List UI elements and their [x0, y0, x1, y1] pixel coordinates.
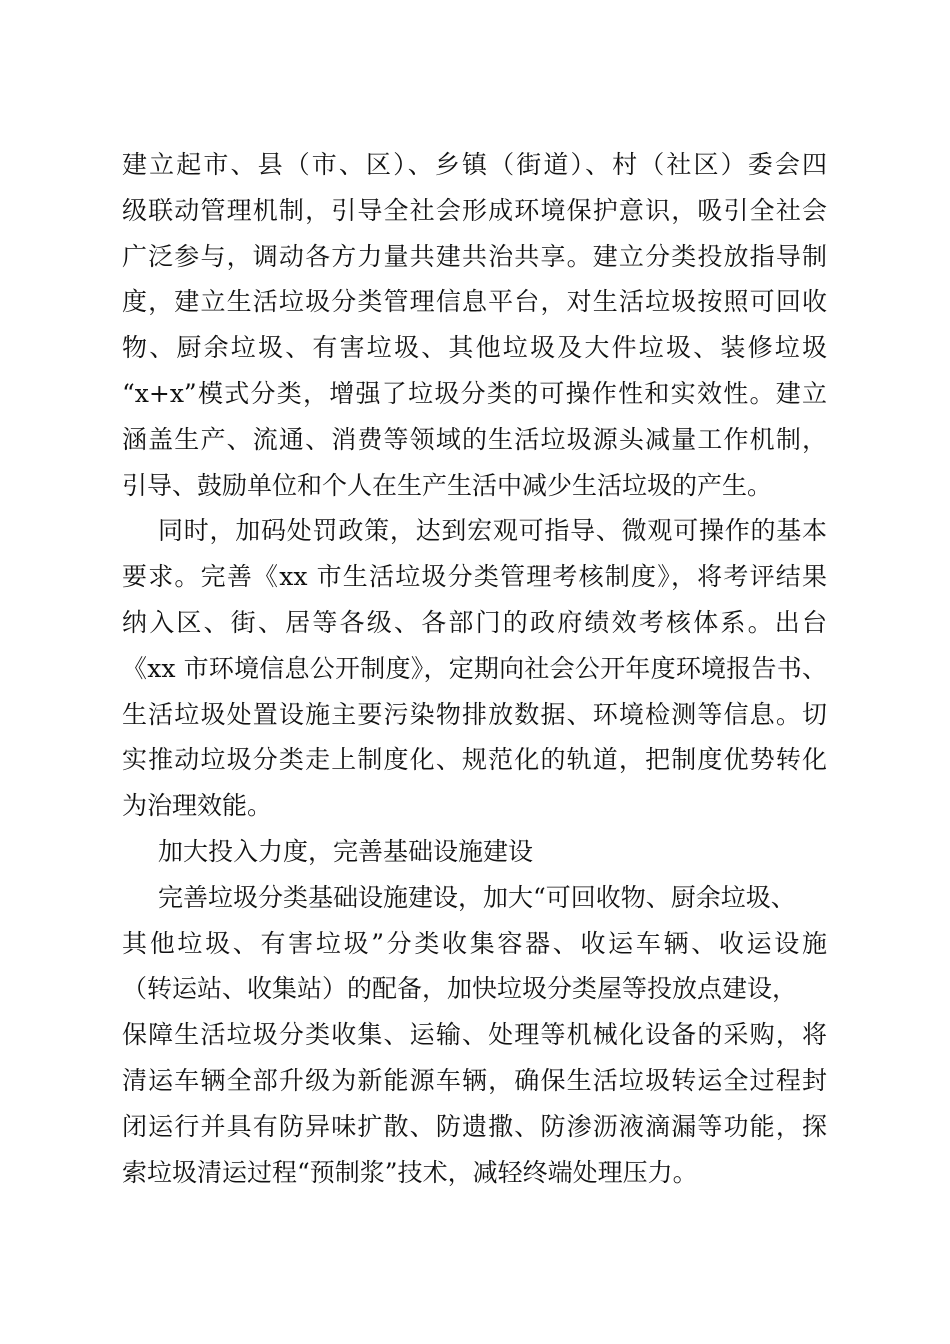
- text-line: 建立起市、县（市、区）、乡镇（街道）、村（社区）委会四: [122, 150, 827, 179]
- text-line: 引导、鼓励单位和个人在生产生活中减少生活垃圾的产生。: [122, 470, 773, 500]
- text-line: 保障生活垃圾分类收集、运输、处理等机械化设备的采购，将: [122, 1020, 827, 1050]
- text-line: 为治理效能。: [122, 791, 273, 821]
- text-line: 要求。完善《xx 市生活垃圾分类管理考核制度》，将考评结果: [122, 562, 827, 592]
- text-line: 纳入区、街、居等各级、各部门的政府绩效考核体系。出台: [122, 607, 827, 637]
- text-line: 广泛参与，调动各方力量共建共治共享。建立分类投放指导制: [122, 241, 827, 271]
- text-line: 级联动管理机制，引导全社会形成环境保护意识，吸引全社会: [122, 195, 827, 225]
- paragraph-3: [122, 875, 827, 1196]
- section-heading: 加大投入力度，完善基础设施建设: [158, 836, 534, 866]
- text-line: 实推动垃圾分类走上制度化、规范化的轨道，把制度优势转化: [122, 745, 827, 775]
- text-line: 完善垃圾分类基础设施建设，加大“可回收物、厨余垃圾、: [158, 882, 796, 912]
- text-line: 《xx 市环境信息公开制度》，定期向社会公开年度环境报告书、: [122, 653, 827, 683]
- paragraph-2: [122, 508, 827, 829]
- text-line: 生活垃圾处置设施主要污染物排放数据、环境检测等信息。切: [122, 699, 827, 729]
- text-line: 度，建立生活垃圾分类管理信息平台，对生活垃圾按照可回收: [122, 287, 827, 317]
- text-line: “x+x”模式分类，增强了垃圾分类的可操作性和实效性。建立: [122, 378, 827, 408]
- text-line: 清运车辆全部升级为新能源车辆，确保生活垃圾转运全过程封: [122, 1065, 827, 1095]
- document-body: [122, 142, 827, 1195]
- text-line: （转运站、收集站）的配备，加快垃圾分类屋等投放点建设，: [122, 974, 798, 1004]
- text-line: 涵盖生产、流通、消费等领域的生活垃圾源头减量工作机制，: [122, 424, 827, 454]
- text-line: 索垃圾清运过程“预制浆”技术，减轻终端处理压力。: [122, 1157, 698, 1187]
- text-line: 物、厨余垃圾、有害垃圾、其他垃圾及大件垃圾、装修垃圾: [122, 333, 827, 363]
- text-line: 同时，加码处罚政策，达到宏观可指导、微观可操作的基本: [158, 516, 827, 546]
- text-line: 其他垃圾、有害垃圾”分类收集容器、收运车辆、收运设施: [122, 928, 827, 958]
- paragraph-1: [122, 142, 827, 508]
- text-line: 闭运行并具有防异味扩散、防遗撒、防渗沥液滴漏等功能，探: [122, 1111, 827, 1141]
